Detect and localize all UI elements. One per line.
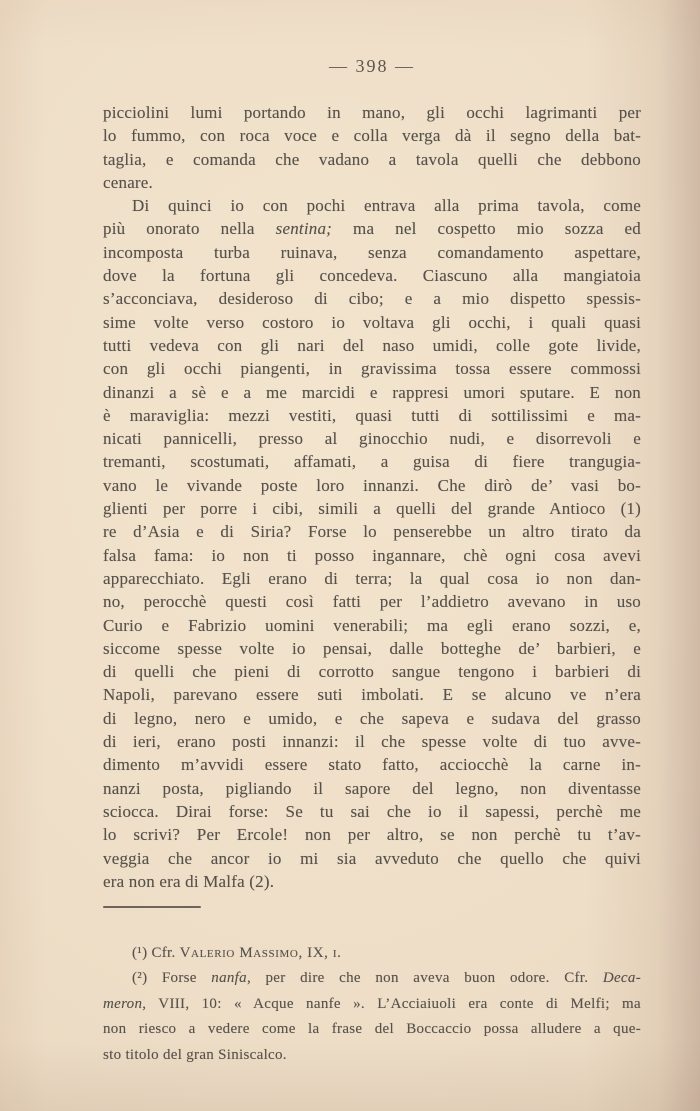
text-line: lo scrivi? Per Ercole! non per altro, se non perchè tu t’av- <box>103 825 641 845</box>
italic-word: Deca- <box>602 970 641 987</box>
body-text <box>103 101 641 893</box>
smallcaps-author: Valerio Massimo <box>179 945 299 961</box>
text-line: apparecchiato. Egli erano di terra; la qual cosa io non dan- <box>103 568 641 588</box>
text-line: glienti per porre i cibi, simili a quelli del grande Antioco (1) <box>103 499 641 519</box>
italic-word: meron <box>103 995 143 1012</box>
text-line: Curio e Fabrizio uomini venerabili; ma egli erano sozzi, e, <box>103 615 641 635</box>
text-line: Di quinci io con pochi entrava alla prima tavola, come <box>132 196 641 216</box>
footnote-marker: (²) <box>132 970 148 987</box>
text-line: no, perocchè questi così fatti per l’addietro avevano in uso <box>103 592 641 612</box>
text-line: con gli occhi piangenti, in gravissima tossa essere commossi <box>103 359 641 379</box>
footnote-2-line: sto titolo del gran Siniscalco. <box>103 1046 287 1063</box>
text-segment: Cfr. <box>147 945 180 961</box>
footnotes <box>103 941 641 1068</box>
footnote-1 <box>103 941 641 966</box>
footnote-2-line <box>103 966 641 991</box>
page-number: — 398 — <box>329 56 415 76</box>
text-line: incomposta turba ruinava, senza comandamento aspettare, <box>103 242 641 262</box>
italic-word: sentina; <box>275 219 333 239</box>
text-line: siccome spesse volte io pensai, dalle botteghe de’ barbieri, e <box>103 638 641 658</box>
footnote-2-line: non riesco a vedere come la frase del Boccaccio possa alludere a que- <box>103 1021 641 1038</box>
footnote-separator-rule <box>103 906 201 908</box>
text-line: è maraviglia: mezzi vestiti, quasi tutti di sottilissimi e ma- <box>103 405 641 425</box>
text-line <box>103 217 641 240</box>
text-line: lo fummo, con roca voce e colla verga dà il segno della bat- <box>103 126 641 146</box>
footnote-2-line <box>103 992 641 1017</box>
text-line: sciocca. Dirai forse: Se tu sai che io il sapessi, perchè me <box>103 801 641 821</box>
text-line: di ieri, erano posti innanzi: il che spesse volte di tuo avve- <box>103 732 641 752</box>
text-line: vano le vivande poste loro innanzi. Che dirò de’ vasi bo- <box>103 475 641 495</box>
text-line: re d’Asia e di Siria? Forse lo penserebbe un altro tirato da <box>103 522 641 542</box>
text-line: sime volte verso costoro io voltava gli occhi, i quali quasi <box>103 312 641 332</box>
text-segment: , VIII, 10: « Acque nanfe ». L’Acciaiuoli era conte di Melfi; ma <box>142 995 641 1012</box>
text-line: nanzi posta, pigliando il sapore del legno, non diventasse <box>103 778 641 798</box>
text-line: s’acconciava, desideroso di cibo; e a mio dispetto spessis- <box>103 289 641 309</box>
text-line: dimento m’avvidi essere stato fatto, acciocchè la carne in- <box>103 755 641 775</box>
text-line: veggia che ancor io mi sia avveduto che quello che quivi <box>103 848 641 868</box>
text-line: di legno, nero e umido, e che sapeva e sudava del grasso <box>103 708 641 728</box>
text-line: cenare. <box>103 172 153 192</box>
text-line: falsa fama: io non ti posso ingannare, chè ogni cosa avevi <box>103 545 641 565</box>
text-segment: ma nel cospetto mio sozza ed <box>332 219 641 239</box>
text-line: tremanti, scostumati, affamati, a guisa di fiere trangugia- <box>103 452 641 472</box>
text-segment: più onorato nella <box>103 219 276 239</box>
text-line: tutti vedeva con gli nari del naso umidi, colle gote livide, <box>103 335 641 355</box>
text-line: dinanzi a sè e a me marcidi e rappresi umori sputare. E non <box>103 382 641 402</box>
text-line: taglia, e comanda che vadano a tavola quelli che debbono <box>103 149 641 169</box>
text-segment: , IX, i. <box>298 945 342 961</box>
text-line: di quelli che pieni di corrotto sangue tengono i barbieri di <box>103 662 641 682</box>
italic-word: nanfa <box>211 970 247 987</box>
text-line: picciolini lumi portando in mano, gli occhi lagrimanti per <box>103 103 641 122</box>
text-segment: Forse <box>147 970 212 987</box>
footnote-marker: (¹) <box>132 945 148 961</box>
text-line: era non era di Malfa (2). <box>103 871 275 891</box>
text-segment: , per dire che non aveva buon odore. Cfr. <box>246 970 603 987</box>
text-line: nicati pannicelli, presso al ginocchio nudi, e disorrevoli e <box>103 429 641 449</box>
text-line: Napoli, parevano essere suti imbolati. E se alcuno ve n’era <box>103 685 641 705</box>
text-line: dove la fortuna gli concedeva. Ciascuno alla mangiatoia <box>103 266 641 286</box>
